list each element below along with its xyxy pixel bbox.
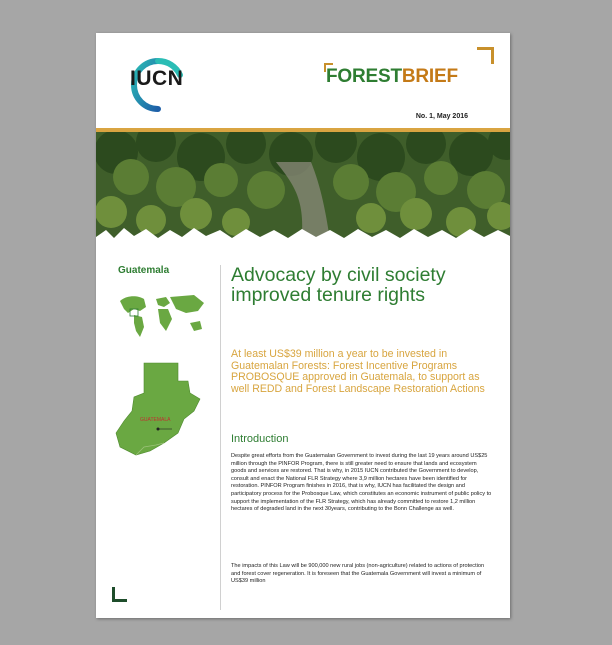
map-country-label: GUATEMALA (140, 417, 171, 423)
section-heading-introduction: Introduction (231, 433, 289, 445)
corner-mark-bottom-left (112, 587, 127, 602)
column-divider (220, 265, 221, 610)
world-map-icon (116, 291, 208, 341)
brief-word-brief: BRIEF (401, 66, 458, 87)
intro-paragraph-1: Despite great efforts from the Guatemalan Government to invest during the last 19 years around US$25 million through the PINFOR Program, there is still greater need to ensure that lands and ecosystem goods and services are restored. That is why, in 2015 IUCN contributed the Government to develop, consult and enact the National FLR Strategy where 3,9 million hectares have been identified for restoration. PINFOR Program finishes in 2016, that is why, IUCN has facilitated the design and participatory process for the Probosque Law, which constitutes an economic instrument of public policy to support the implementation of the FLR Strategy, which has already committed to restore 1,2 million hectares of degraded land in the next 30years, contributing to the Bonn Challenge as well. (231, 453, 492, 513)
corner-mark-top-right (477, 47, 494, 64)
country-label: Guatemala (118, 265, 170, 276)
forest-brief-title (326, 66, 458, 88)
article-subtitle: At least US$39 million a year to be invested in Guatemalan Forests: Forest Incentive Programs PROBOSQUE approved in Guatemala, to support as well REDD and Forest Landscape Restoration Actions (231, 348, 485, 395)
guatemala-map (114, 359, 210, 459)
iucn-logo-text: IUCN (130, 67, 184, 90)
forest-canopy-photo (96, 132, 510, 247)
brief-word-forest: FOREST (326, 66, 402, 87)
issue-number: No. 1, May 2016 (415, 113, 468, 120)
intro-paragraph-2: The impacts of this Law will be 900,000 new rural jobs (non-agriculture) related to actions of protection and forest cover regeneration. It is foreseen that the Guatemala Government will invest a minimum of US$39 million (231, 563, 485, 585)
article-title: Advocacy by civil society improved tenure rights (231, 264, 446, 306)
brief-page (96, 33, 510, 618)
